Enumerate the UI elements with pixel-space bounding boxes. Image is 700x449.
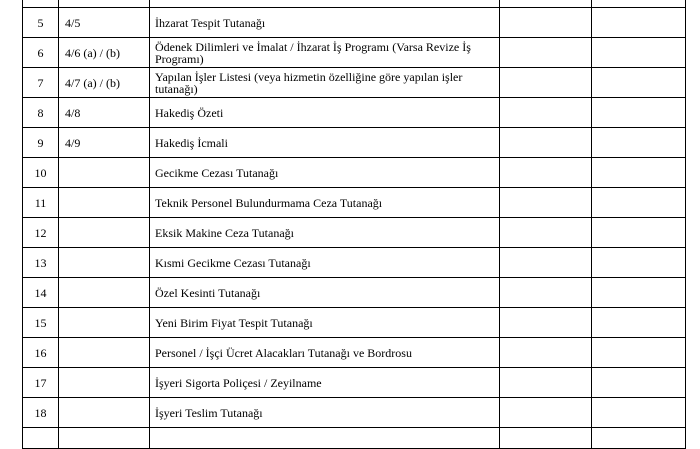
row-reference — [59, 248, 150, 278]
table-row-partial-bottom — [23, 428, 686, 449]
row-document-name: Eksik Makine Ceza Tutanağı — [150, 218, 500, 248]
row-empty-cell — [592, 338, 686, 368]
row-number: 9 — [23, 128, 59, 158]
row-empty-cell — [500, 38, 592, 68]
row-empty-cell — [592, 128, 686, 158]
row-reference: 4/7 (a) / (b) — [59, 68, 150, 98]
row-empty-cell — [500, 248, 592, 278]
row-empty-cell — [500, 218, 592, 248]
row-number: 7 — [23, 68, 59, 98]
row-empty-cell — [500, 338, 592, 368]
table-row — [23, 158, 686, 188]
row-number: 8 — [23, 98, 59, 128]
row-reference — [59, 368, 150, 398]
row-reference — [59, 308, 150, 338]
table-row — [23, 338, 686, 368]
row-reference: 4/8 — [59, 98, 150, 128]
row-document-name: Yapılan İşler Listesi (veya hizmetin özelliğine göre yapılan işler tutanağı) — [150, 68, 500, 98]
row-empty-cell — [592, 278, 686, 308]
row-empty-cell — [500, 188, 592, 218]
table-row — [23, 188, 686, 218]
row-document-name: Hakediş İcmali — [150, 128, 500, 158]
table-row — [23, 128, 686, 158]
row-empty-cell — [592, 98, 686, 128]
row-number: 11 — [23, 188, 59, 218]
row-empty-cell — [500, 68, 592, 98]
row-document-name: Ödenek Dilimleri ve İmalat / İhzarat İş Programı (Varsa Revize İş Programı) — [150, 38, 500, 68]
row-reference — [59, 398, 150, 428]
row-document-name: Personel / İşçi Ücret Alacakları Tutanağı ve Bordrosu — [150, 338, 500, 368]
row-empty-cell — [592, 368, 686, 398]
row-empty-cell — [592, 68, 686, 98]
row-empty-cell — [500, 398, 592, 428]
table-row — [23, 218, 686, 248]
row-empty-cell — [592, 308, 686, 338]
document-table — [22, 0, 686, 449]
row-reference: 4/9 — [59, 128, 150, 158]
table-row — [23, 38, 686, 68]
row-reference: 4/6 (a) / (b) — [59, 38, 150, 68]
table-row — [23, 68, 686, 98]
row-document-name: Yeni Birim Fiyat Tespit Tutanağı — [150, 308, 500, 338]
row-reference — [59, 218, 150, 248]
row-empty-cell — [592, 398, 686, 428]
row-reference — [59, 338, 150, 368]
table-row — [23, 308, 686, 338]
row-number: 6 — [23, 38, 59, 68]
row-empty-cell — [500, 8, 592, 38]
row-number: 16 — [23, 338, 59, 368]
row-document-name: Kısmi Gecikme Cezası Tutanağı — [150, 248, 500, 278]
table-row — [23, 278, 686, 308]
row-document-name: İhzarat Tespit Tutanağı — [150, 8, 500, 38]
row-document-name: İşyeri Teslim Tutanağı — [150, 398, 500, 428]
row-reference — [59, 158, 150, 188]
row-number: 17 — [23, 368, 59, 398]
row-empty-cell — [500, 278, 592, 308]
row-number: 13 — [23, 248, 59, 278]
table-row — [23, 398, 686, 428]
row-empty-cell — [500, 158, 592, 188]
row-document-name: İşyeri Sigorta Poliçesi / Zeyilname — [150, 368, 500, 398]
row-empty-cell — [592, 248, 686, 278]
row-number: 15 — [23, 308, 59, 338]
row-number: 14 — [23, 278, 59, 308]
row-reference — [59, 188, 150, 218]
table-row-partial-top — [23, 0, 686, 8]
row-document-name: Hakediş Özeti — [150, 98, 500, 128]
row-number: 12 — [23, 218, 59, 248]
table-row — [23, 8, 686, 38]
row-document-name: Teknik Personel Bulundurmama Ceza Tutanağı — [150, 188, 500, 218]
row-number: 10 — [23, 158, 59, 188]
row-empty-cell — [592, 8, 686, 38]
row-empty-cell — [500, 308, 592, 338]
table-row — [23, 98, 686, 128]
row-empty-cell — [592, 38, 686, 68]
row-document-name: Özel Kesinti Tutanağı — [150, 278, 500, 308]
row-empty-cell — [592, 188, 686, 218]
row-reference — [59, 278, 150, 308]
row-empty-cell — [500, 128, 592, 158]
row-empty-cell — [592, 158, 686, 188]
row-empty-cell — [500, 368, 592, 398]
table-row — [23, 248, 686, 278]
row-number: 5 — [23, 8, 59, 38]
row-empty-cell — [592, 218, 686, 248]
row-number: 18 — [23, 398, 59, 428]
row-document-name: Gecikme Cezası Tutanağı — [150, 158, 500, 188]
row-empty-cell — [500, 98, 592, 128]
row-reference: 4/5 — [59, 8, 150, 38]
table-row — [23, 368, 686, 398]
